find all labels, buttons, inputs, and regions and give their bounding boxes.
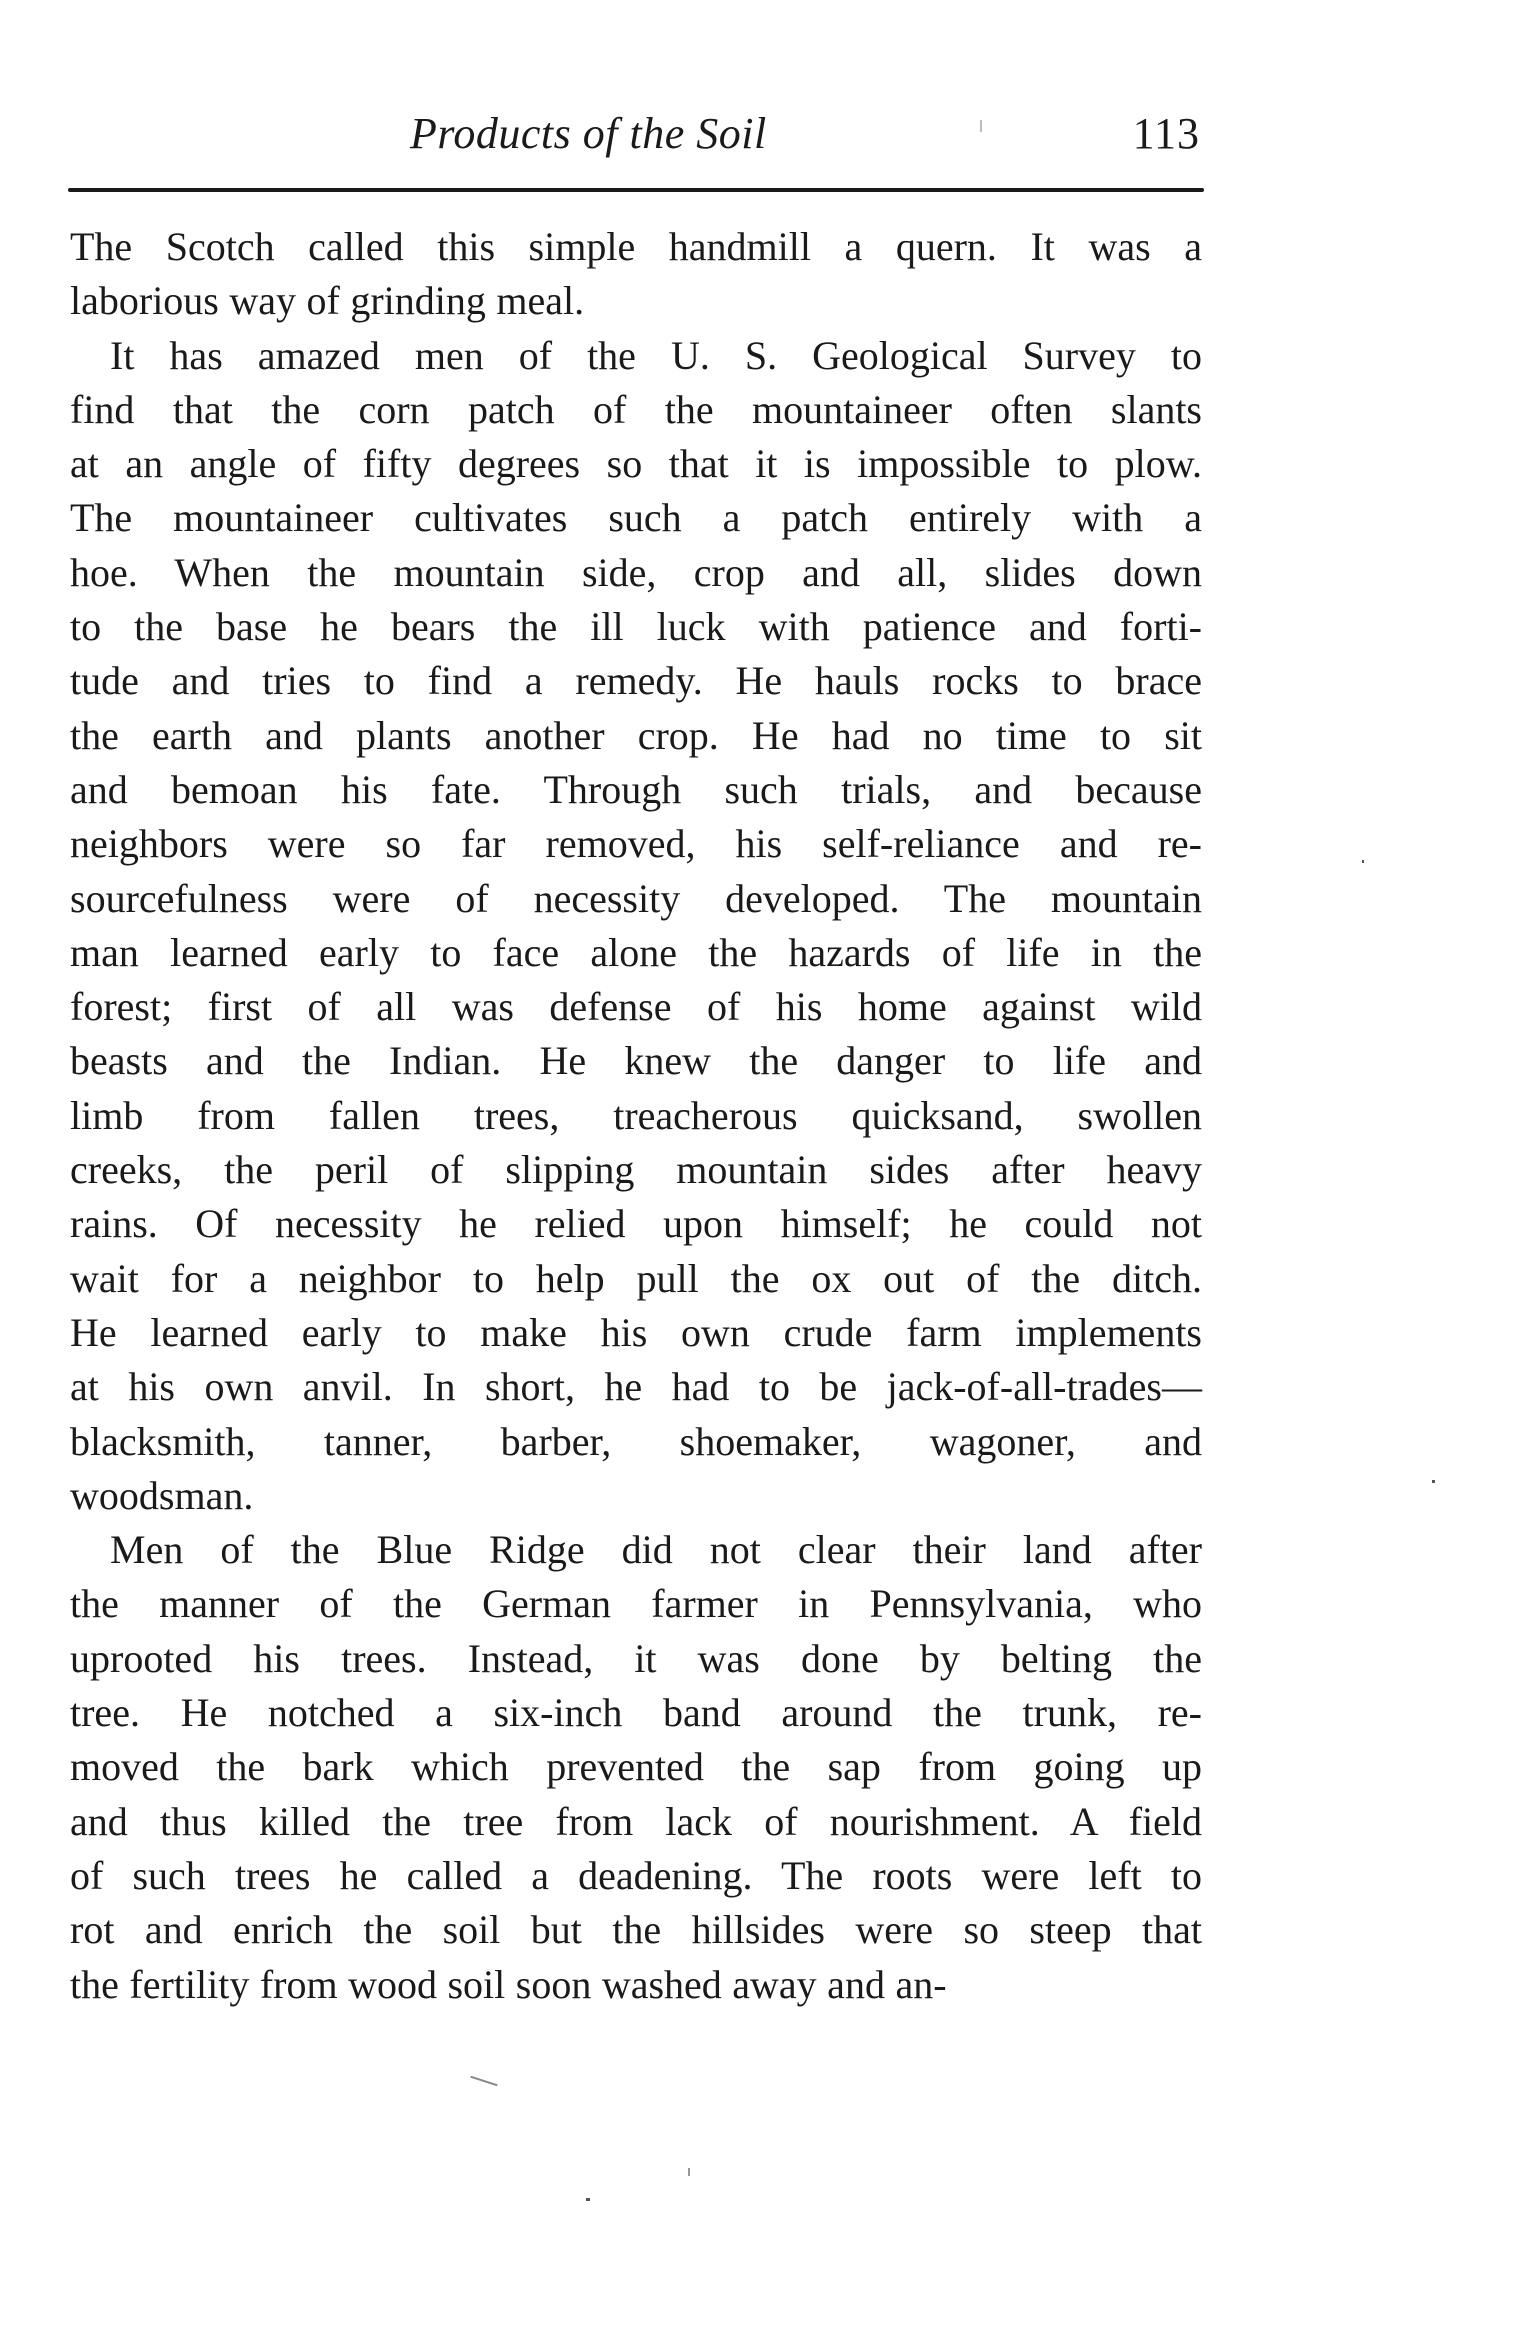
scan-speck (1432, 1480, 1435, 1483)
text-line: uprooted his trees. Instead, it was done by belting the (70, 1635, 1202, 1681)
body-text (70, 220, 1202, 2012)
text-line: The Scotch called this simple handmill a quern. It was a (70, 224, 1202, 269)
text-line: and thus killed the tree from lack of nourishment. A field (70, 1798, 1202, 1844)
text-line: and bemoan his fate. Through such trials, and because (70, 766, 1202, 812)
text-line: woodsman. (70, 1472, 254, 1518)
text-line: rot and enrich the soil but the hillsides were so steep that (70, 1907, 1202, 1953)
text-line: the manner of the German farmer in Pennsylvania, who (70, 1581, 1202, 1627)
text-line: laborious way of grinding meal. (70, 278, 585, 324)
text-line: rains. Of necessity he relied upon himself; he could not (70, 1201, 1202, 1247)
running-title: Products of the Soil (410, 109, 767, 158)
text-line: blacksmith, tanner, barber, shoemaker, wagoner, and (70, 1418, 1202, 1464)
text-line: moved the bark which prevented the sap from going up (70, 1744, 1202, 1790)
text-line: sourcefulness were of necessity developed. The mountain (70, 875, 1202, 921)
scan-speck (980, 120, 982, 132)
text-line: It has amazed men of the U. S. Geological Survey to (110, 332, 1202, 378)
text-line: forest; first of all was defense of his home against wild (70, 984, 1202, 1030)
header-rule (68, 188, 1204, 192)
text-line: tude and tries to find a remedy. He hauls rocks to brace (70, 658, 1202, 704)
text-line: wait for a neighbor to help pull the ox out of the ditch. (70, 1255, 1202, 1301)
text-line: tree. He notched a six-inch band around the trunk, re- (70, 1690, 1202, 1736)
text-line: at his own anvil. In short, he had to be jack-of-all-trades— (70, 1364, 1202, 1410)
text-line: the fertility from wood soil soon washed away and an- (70, 1961, 947, 2007)
text-line: of such trees he called a deadening. The roots were left to (70, 1852, 1202, 1898)
scan-speck (470, 2076, 497, 2087)
scan-speck (586, 2198, 590, 2201)
text-line: the earth and plants another crop. He had no time to sit (70, 712, 1202, 758)
text-line: hoe. When the mountain side, crop and all, slides down (70, 549, 1202, 595)
scan-speck (688, 2168, 690, 2176)
text-line: find that the corn patch of the mountaineer often slants (70, 386, 1202, 432)
text-line: beasts and the Indian. He knew the danger to life and (70, 1038, 1202, 1084)
text-line: neighbors were so far removed, his self-reliance and re- (70, 821, 1202, 867)
text-line: The mountaineer cultivates such a patch entirely with a (70, 495, 1202, 541)
text-line: creeks, the peril of slipping mountain sides after heavy (70, 1147, 1202, 1193)
text-line: to the base he bears the ill luck with patience and forti- (70, 604, 1202, 650)
text-line: man learned early to face alone the hazards of life in the (70, 929, 1202, 975)
text-line: He learned early to make his own crude farm implements (70, 1309, 1202, 1355)
scan-speck (1362, 860, 1364, 863)
running-head (70, 108, 1200, 168)
text-line: at an angle of fifty degrees so that it is impossible to plow. (70, 441, 1202, 487)
page-number: 113 (1132, 109, 1200, 158)
text-line: Men of the Blue Ridge did not clear their land after (110, 1527, 1202, 1573)
text-line: limb from fallen trees, treacherous quicksand, swollen (70, 1092, 1202, 1138)
